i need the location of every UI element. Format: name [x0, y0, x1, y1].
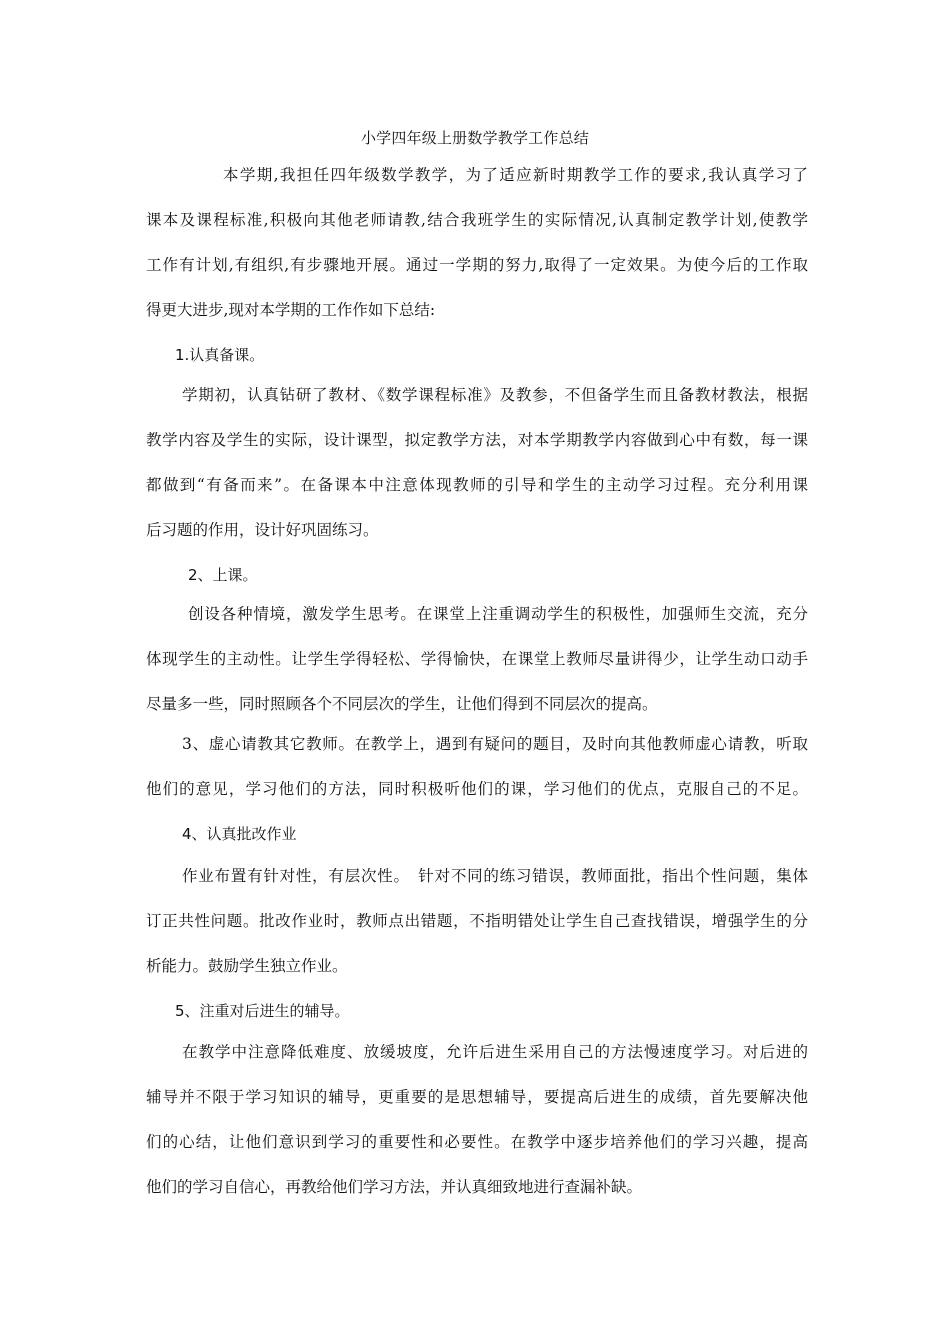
section-heading: 5、注重对后进生的辅导。 [175, 1002, 350, 1020]
paragraph-line: 他们的意见，学习他们的方法，同时积极听他们的课，学习他们的优点，克服自己的不足。 [146, 780, 808, 798]
paragraph-line: 后习题的作用，设计好巩固练习。 [146, 521, 379, 539]
document-title: 小学四年级上册数学教学工作总结 [360, 129, 589, 147]
paragraph-line: 教学内容及学生的实际，设计课型，拟定教学方法，对本学期教学内容做到心中有数，每一课 [146, 431, 808, 449]
paragraph-line: 作业布置有针对性，有层次性。 针对不同的练习错误，教师面批，指出个性问题，集体 [182, 867, 808, 885]
section-heading: 2、上课。 [188, 566, 258, 584]
paragraph-line: 他们的学习自信心，再教给他们学习方法，并认真细致地进行查漏补缺。 [146, 1178, 643, 1196]
paragraph-line: 工作有计划,有组织,有步骤地开展。通过一学期的努力,取得了一定效果。为使今后的工作取 [146, 256, 808, 274]
paragraph-line: 在教学中注意降低难度、放缓坡度，允许后进生采用自己的方法慢速度学习。对后进的 [182, 1043, 808, 1061]
paragraph-line: 得更大进步,现对本学期的工作作如下总结: [146, 301, 436, 319]
section-heading: 4、认真批改作业 [182, 825, 297, 843]
paragraph-line: 体现学生的主动性。让学生学得轻松、学得愉快，在课堂上教师尽量讲得少，让学生动口动手 [146, 650, 808, 668]
paragraph-line: 辅导并不限于学习知识的辅导，更重要的是思想辅导，要提高后进生的成绩，首先要解决他 [146, 1088, 808, 1106]
paragraph-line: 学期初，认真钻研了教材、《数学课程标准》及教参，不但备学生而且备教材教法，根据 [182, 386, 808, 404]
paragraph-line: 本学期,我担任四年级数学教学，为了适应新时期教学工作的要求,我认真学习了 [223, 166, 808, 184]
paragraph-line: 3、虚心请教其它教师。在教学上，遇到有疑问的题目，及时向其他教师虚心请教，听取 [182, 735, 808, 753]
paragraph-line: 析能力。鼓励学生独立作业。 [146, 957, 348, 975]
section-heading: 1.认真备课。 [175, 346, 265, 364]
paragraph-line: 们的心结，让他们意识到学习的重要性和必要性。在教学中逐步培养他们的学习兴趣，提高 [146, 1133, 808, 1151]
paragraph-line: 尽量多一些，同时照顾各个不同层次的学生，让他们得到不同层次的提高。 [146, 695, 658, 713]
paragraph-line: 都做到“有备而来”。在备课本中注意体现教师的引导和学生的主动学习过程。充分利用课 [146, 476, 808, 494]
paragraph-line: 订正共性问题。批改作业时，教师点出错题，不指明错处让学生自己查找错误，增强学生的分 [146, 912, 808, 930]
paragraph-line: 课本及课程标准,积极向其他老师请教,结合我班学生的实际情况,认真制定教学计划,使教学 [146, 211, 808, 229]
paragraph-line: 创设各种情境，激发学生思考。在课堂上注重调动学生的积极性，加强师生交流，充分 [188, 605, 808, 623]
